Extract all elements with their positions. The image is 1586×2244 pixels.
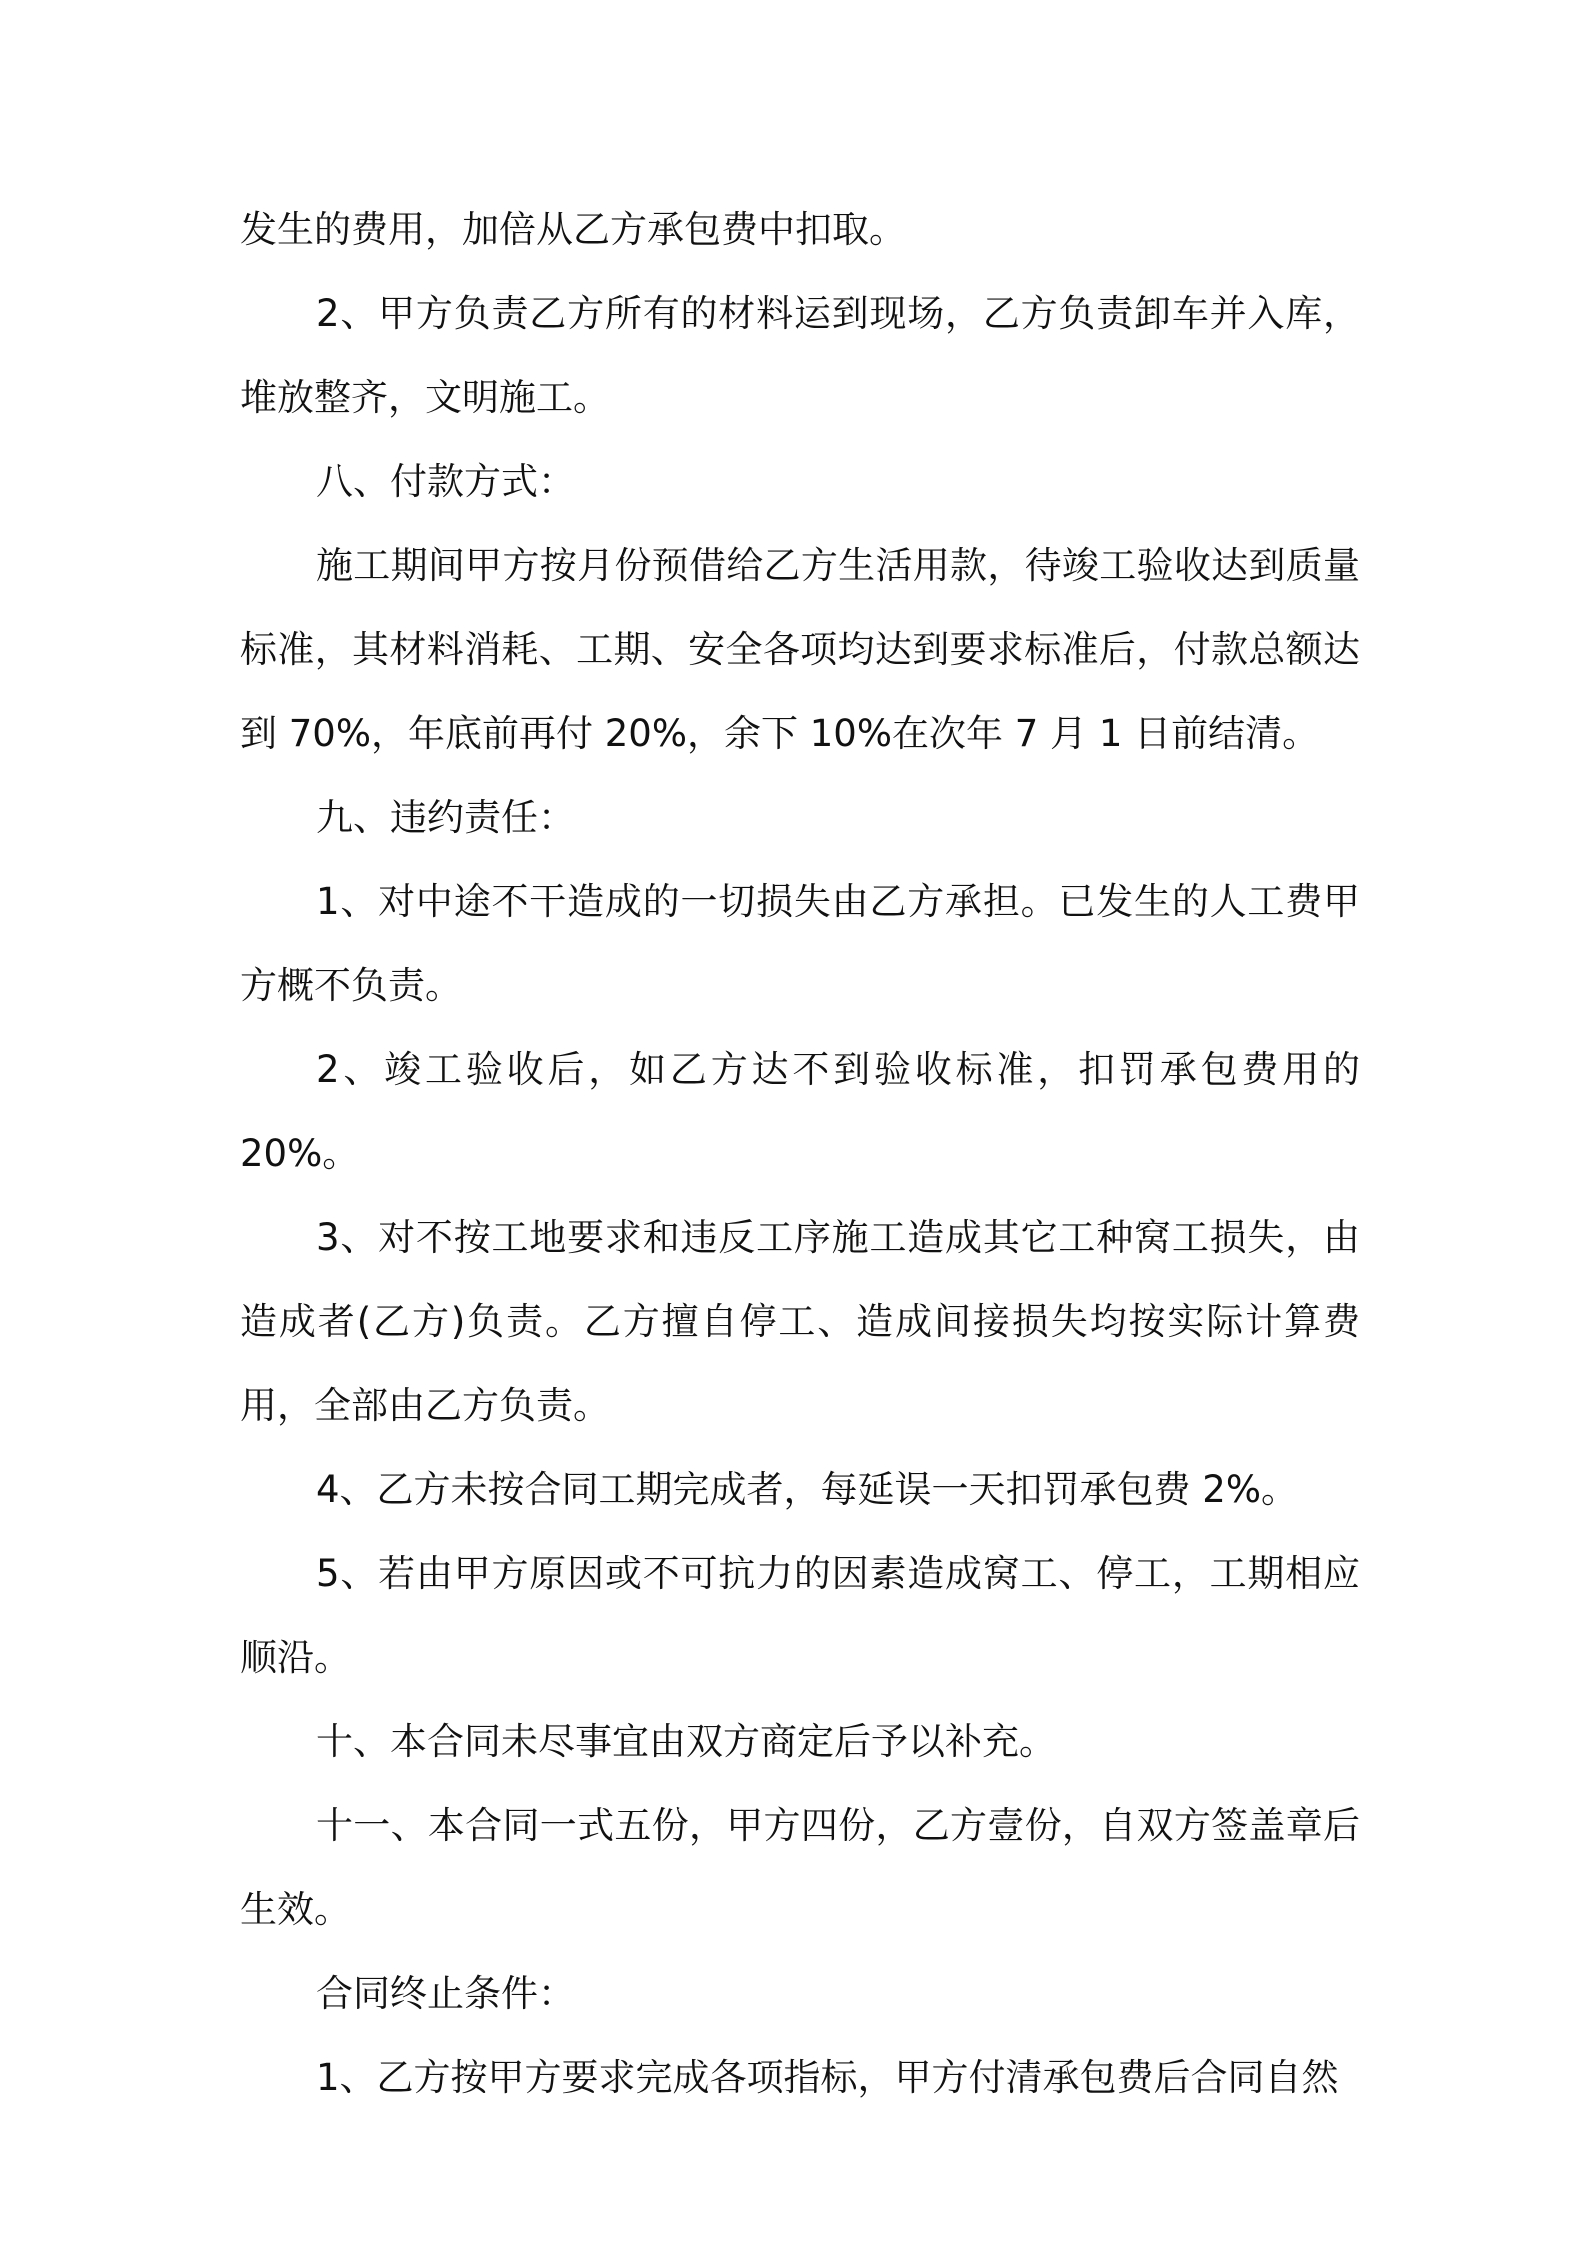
paragraph-payment-terms: 施工期间甲方按月份预借给乙方生活用款，待竣工验收达到质量标准，其材料消耗、工期、安全各项均达到要求标准后，付款总额达到 70%，年底前再付 20%，余下 10%在次年 7 月 1 日前结清。 — [240, 544, 1360, 755]
document-body — [240, 188, 1360, 2120]
section-heading-payment-method: 八、付款方式： — [316, 460, 575, 503]
paragraph-breach-item-2: 2、竣工验收后，如乙方达不到验收标准，扣罚承包费用的 20%。 — [240, 1048, 1360, 1175]
paragraph-breach-item-4: 4、乙方未按合同工期完成者，每延误一天扣罚承包费 2%。 — [316, 1468, 1298, 1511]
section-heading-breach-liability: 九、违约责任： — [316, 796, 575, 839]
paragraph-termination-item-1: 1、乙方按甲方要求完成各项指标，甲方付清承包费后合同自然 — [316, 2056, 1339, 2099]
paragraph-breach-item-3: 3、对不按工地要求和违反工序施工造成其它工种窝工损失，由造成者(乙方)负责。乙方擅自停工、造成间接损失均按实际计算费用，全部由乙方负责。 — [240, 1216, 1360, 1427]
section-heading-termination-conditions: 合同终止条件： — [316, 1972, 575, 2015]
paragraph-clause-10: 十、本合同未尽事宜由双方商定后予以补充。 — [316, 1720, 1056, 1763]
paragraph-breach-item-1: 1、对中途不干造成的一切损失由乙方承担。已发生的人工费甲方概不负责。 — [240, 880, 1360, 1007]
paragraph-cost-deduction: 发生的费用，加倍从乙方承包费中扣取。 — [240, 208, 906, 251]
paragraph-breach-item-5: 5、若由甲方原因或不可抗力的因素造成窝工、停工，工期相应顺沿。 — [240, 1552, 1360, 1679]
paragraph-clause-11: 十一、本合同一式五份，甲方四份，乙方壹份，自双方签盖章后生效。 — [240, 1804, 1360, 1931]
paragraph-material-transport: 2、甲方负责乙方所有的材料运到现场，乙方负责卸车并入库，堆放整齐，文明施工。 — [240, 292, 1360, 419]
